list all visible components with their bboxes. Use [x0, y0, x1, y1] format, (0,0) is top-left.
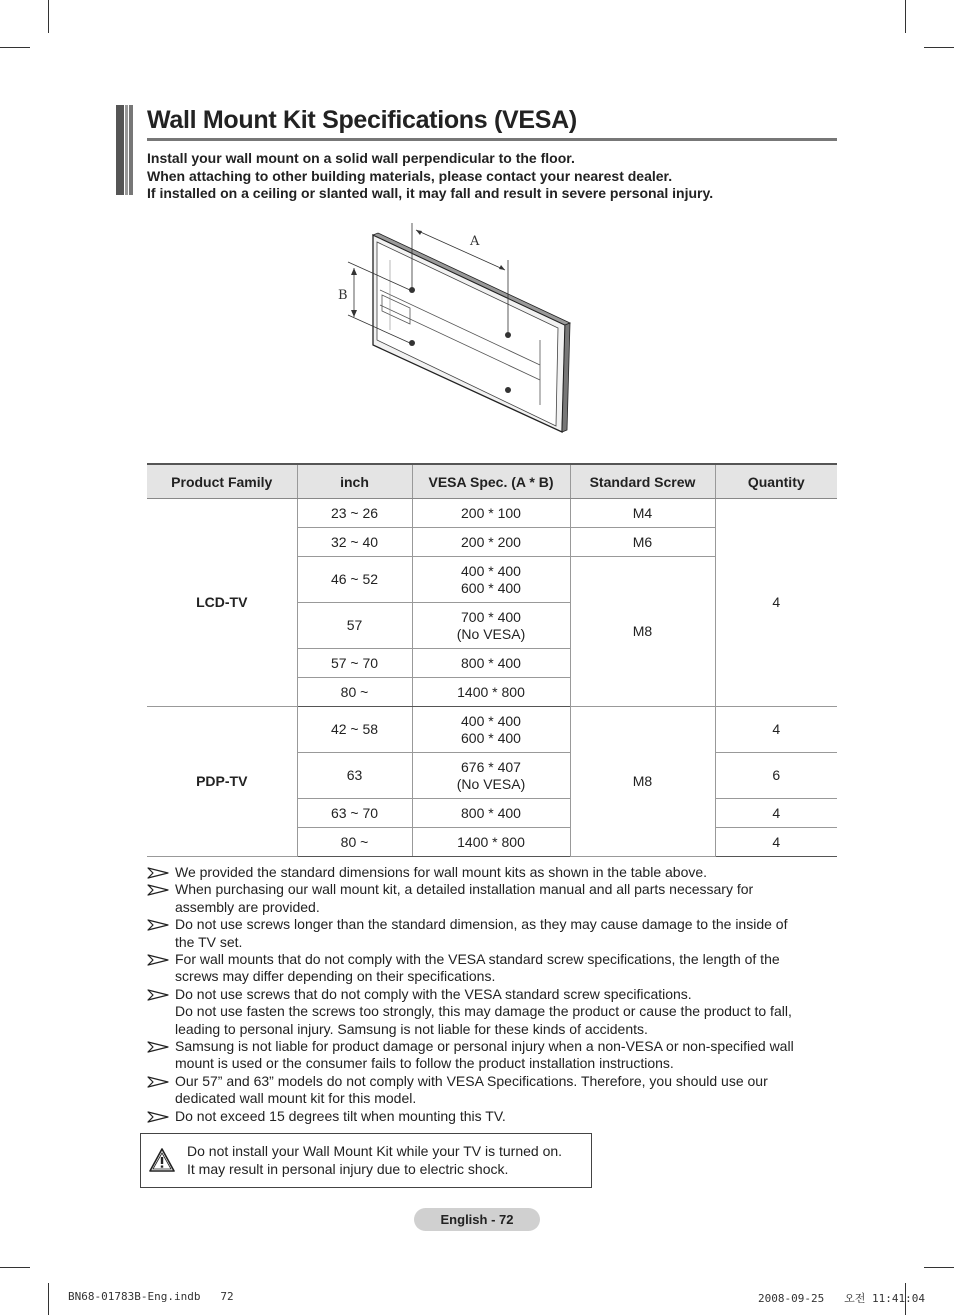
footer-file-info: BN68-01783B-Eng.indb 72 [68, 1290, 234, 1303]
page-number-badge: English - 72 [414, 1208, 540, 1231]
inch-cell: 32 ~ 40 [297, 528, 412, 557]
vesa-cell: 200 * 100 [412, 499, 570, 528]
note-line: Do not exceed 15 degrees tilt when mounting this TV. [175, 1107, 506, 1124]
note-item [147, 1108, 837, 1125]
warning-line: It may result in personal injury due to electric shock. [187, 1161, 509, 1177]
note-line: When purchasing our wall mount kit, a detailed installation manual and all parts necessary for [175, 881, 754, 898]
vesa-cell: 800 * 400 [412, 649, 570, 678]
column-header: Standard Screw [570, 464, 715, 499]
vesa-cell: 200 * 200 [412, 528, 570, 557]
title-bar-decoration [116, 105, 133, 195]
screw-cell: M6 [570, 528, 715, 557]
quantity-cell: 4 [715, 707, 837, 753]
vesa-line: 676 * 407 [461, 758, 521, 775]
column-header: Quantity [715, 464, 837, 499]
quantity-cell: 6 [715, 753, 837, 799]
page-title: Wall Mount Kit Specifications (VESA) [147, 106, 577, 134]
column-header: Product Family [147, 464, 297, 499]
vesa-line: 400 * 400 [461, 712, 521, 729]
arrow-bullet-icon [147, 989, 169, 1001]
quantity-cell: 4 [715, 799, 837, 828]
note-item [147, 1073, 837, 1108]
warning-text [187, 1142, 562, 1178]
vesa-cell: 1400 * 800 [412, 678, 570, 707]
tv-back-diagram [330, 220, 580, 450]
vesa-line: (No VESA) [456, 775, 526, 792]
table-row [147, 707, 837, 753]
note-line: Do not use screws that do not comply with the VESA standard screw specifications. [175, 985, 692, 1002]
crop-mark [48, 0, 49, 33]
vesa-cell [412, 753, 570, 799]
note-line: Our 57” and 63” models do not comply with VESA Specifications. Therefore, you should use our [175, 1072, 768, 1089]
arrow-bullet-icon [147, 954, 169, 966]
crop-mark [924, 47, 954, 48]
note-line: assembly are provided. [175, 898, 320, 915]
arrow-bullet-icon [147, 884, 169, 896]
note-line: Do not use screws longer than the standard dimension, as they may cause damage to the inside of [175, 916, 788, 933]
family-cell: LCD-TV [147, 499, 297, 707]
note-line: Samsung is not liable for product damage or personal injury when a non-VESA or non-specified wall [175, 1038, 794, 1055]
note-item [147, 864, 837, 881]
footer-timestamp: 2008-09-25 오전 11:41:04 [758, 1292, 925, 1305]
arrow-bullet-icon [147, 867, 169, 879]
note-item [147, 1038, 837, 1073]
screw-cell: M8 [570, 707, 715, 857]
note-item [147, 951, 837, 986]
inch-cell: 80 ~ [297, 678, 412, 707]
vesa-line: 400 * 400 [461, 562, 521, 579]
inch-cell: 63 ~ 70 [297, 799, 412, 828]
quantity-cell: 4 [715, 499, 837, 707]
inch-cell: 80 ~ [297, 828, 412, 857]
vesa-spec-table [147, 463, 837, 857]
note-line: For wall mounts that do not comply with the VESA standard screw specifications, the length of the [175, 951, 780, 968]
vesa-line: 600 * 400 [461, 579, 521, 596]
warning-line: Do not install your Wall Mount Kit while your TV is turned on. [187, 1143, 563, 1159]
note-item [147, 986, 837, 1038]
note-line: mount is used or the consumer fails to follow the product installation instructions. [175, 1055, 674, 1072]
crop-mark [905, 0, 906, 33]
vesa-cell [412, 707, 570, 753]
crop-mark [48, 1283, 49, 1315]
vesa-line: 600 * 400 [461, 729, 521, 746]
quantity-cell: 4 [715, 828, 837, 857]
intro-line: When attaching to other building materials, please contact your nearest dealer. [147, 167, 673, 184]
screw-cell: M8 [570, 557, 715, 707]
vesa-cell [412, 557, 570, 603]
note-line: Do not use fasten the screws too strongly, this may damage the product or cause the product to fall, [175, 1003, 792, 1020]
note-line: screws may differ depending on their specifications. [175, 968, 496, 985]
warning-icon [149, 1147, 175, 1173]
inch-cell: 23 ~ 26 [297, 499, 412, 528]
intro-text [147, 150, 837, 203]
notes-list [147, 864, 837, 1125]
screw-cell: M4 [570, 499, 715, 528]
dimension-b-label: B [338, 288, 348, 303]
crop-mark [0, 1267, 30, 1268]
vesa-cell [412, 603, 570, 649]
family-cell: PDP-TV [147, 707, 297, 857]
note-line: leading to personal injury. Samsung is not liable for these kinds of accidents. [175, 1020, 648, 1037]
vesa-line: 700 * 400 [461, 608, 521, 625]
crop-mark [0, 47, 30, 48]
note-line: the TV set. [175, 933, 243, 950]
inch-cell: 63 [297, 753, 412, 799]
table-header-row [147, 464, 837, 499]
intro-line: If installed on a ceiling or slanted wall, it may fall and result in severe personal injury. [147, 185, 714, 201]
arrow-bullet-icon [147, 1076, 169, 1088]
table-row [147, 499, 837, 528]
note-item [147, 881, 837, 916]
inch-cell: 42 ~ 58 [297, 707, 412, 753]
inch-cell: 57 ~ 70 [297, 649, 412, 678]
inch-cell: 46 ~ 52 [297, 557, 412, 603]
column-header: VESA Spec. (A * B) [412, 464, 570, 499]
crop-mark [924, 1267, 954, 1268]
warning-box [140, 1133, 592, 1188]
note-item [147, 916, 837, 951]
vesa-cell: 800 * 400 [412, 799, 570, 828]
title-underline [147, 138, 837, 141]
note-line: We provided the standard dimensions for wall mount kits as shown in the table above. [175, 864, 708, 880]
vesa-cell: 1400 * 800 [412, 828, 570, 857]
vesa-line: (No VESA) [456, 625, 526, 642]
arrow-bullet-icon [147, 1041, 169, 1053]
arrow-bullet-icon [147, 919, 169, 931]
inch-cell: 57 [297, 603, 412, 649]
dimension-a-label: A [470, 234, 480, 249]
arrow-bullet-icon [147, 1111, 169, 1123]
intro-line: Install your wall mount on a solid wall perpendicular to the floor. [147, 150, 575, 166]
note-line: dedicated wall mount kit for this model. [175, 1090, 417, 1107]
column-header: inch [297, 464, 412, 499]
